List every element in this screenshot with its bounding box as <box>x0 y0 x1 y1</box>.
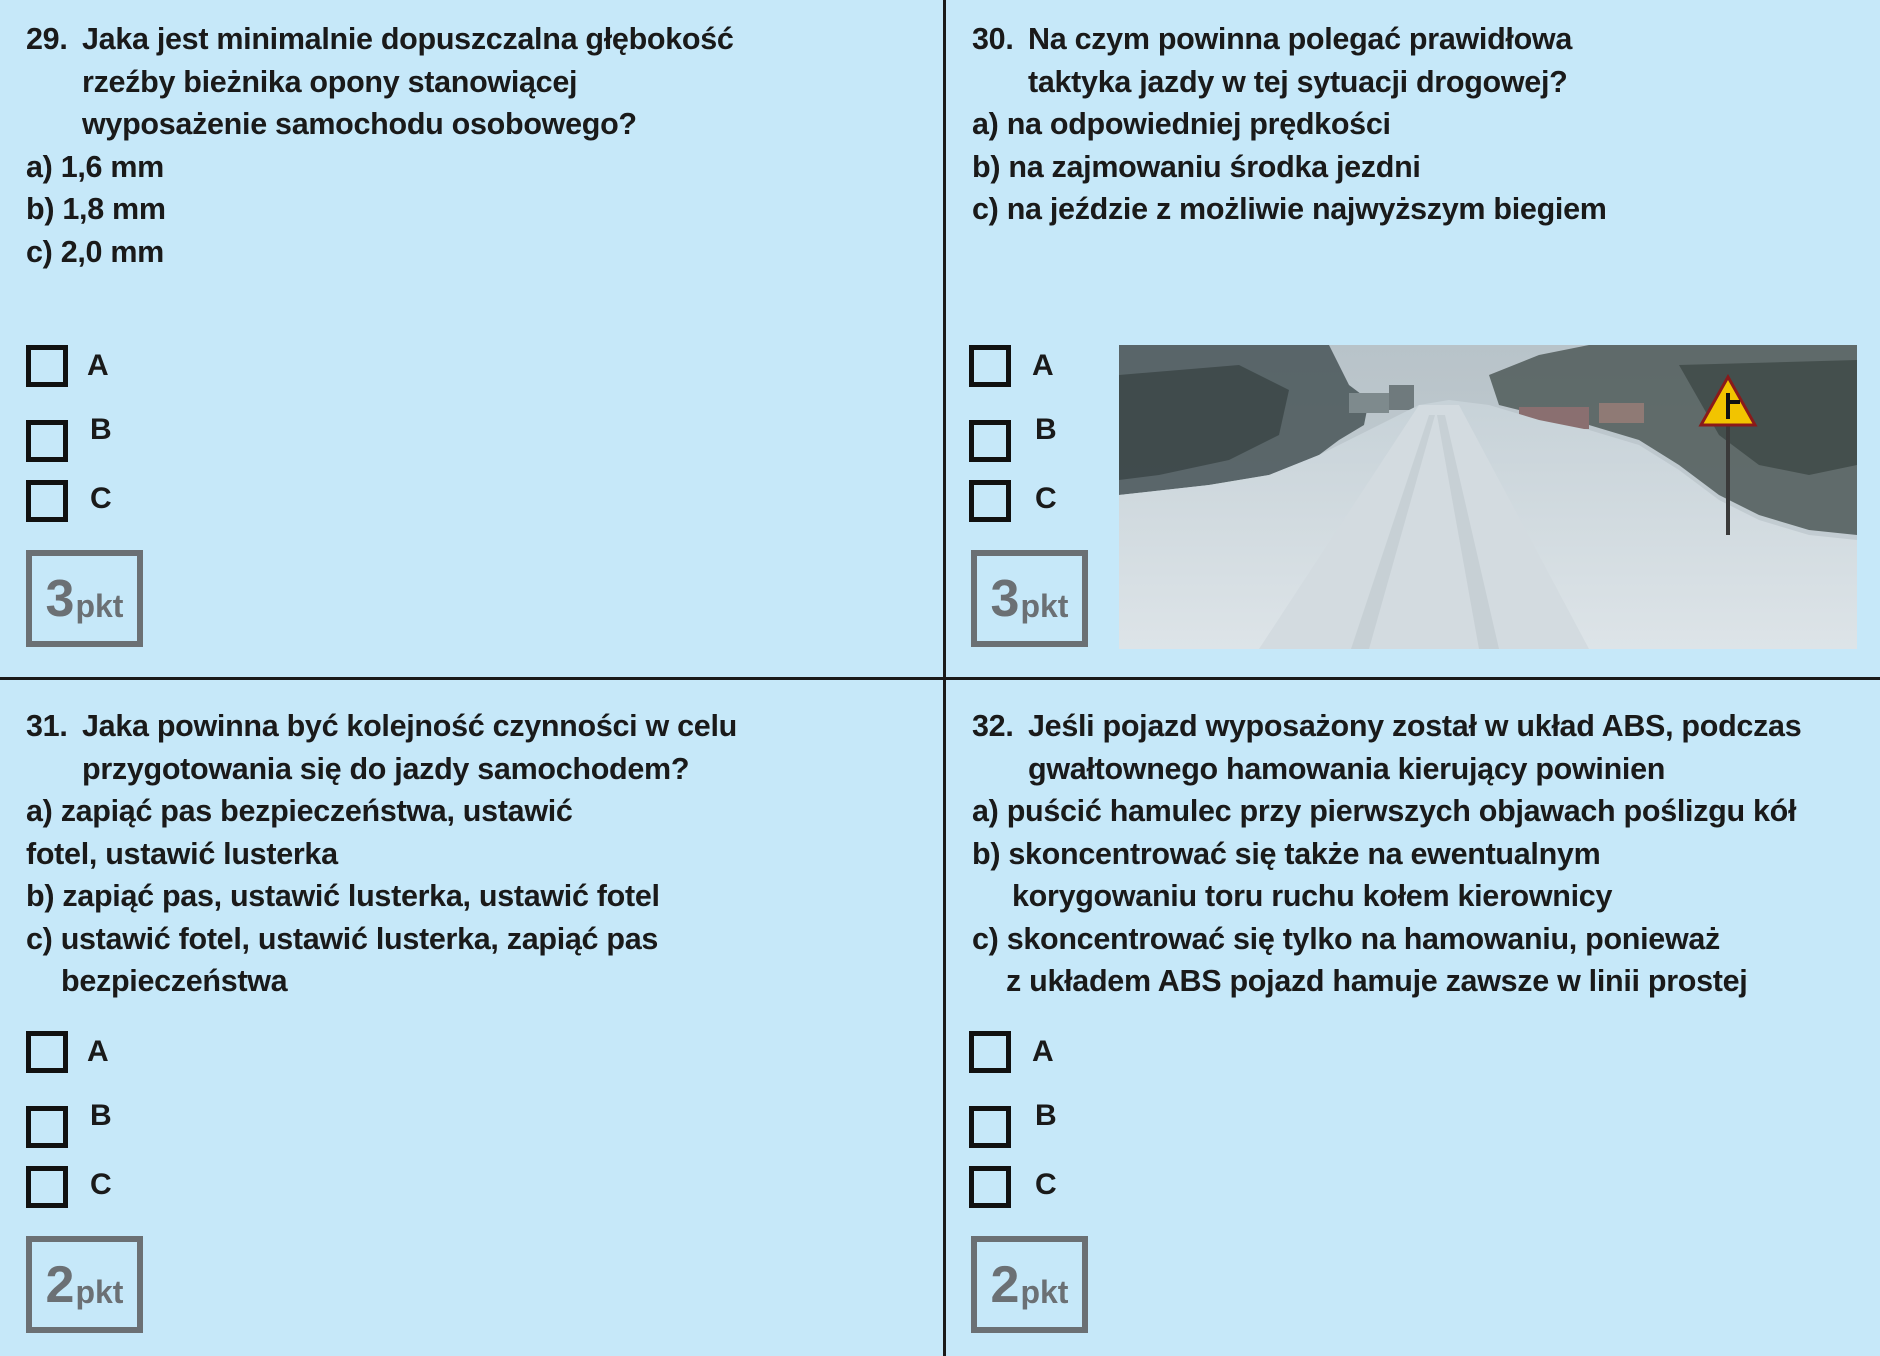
checkbox-q30-b[interactable] <box>969 420 1011 462</box>
question-line: przygotowania się do jazdy samochodem? <box>82 751 690 786</box>
checkbox-q30-a[interactable] <box>969 345 1011 387</box>
question-number: 30. <box>972 22 1014 56</box>
question-line: rzeźby bieżnika opony stanowiącej <box>82 64 578 99</box>
option-label: A <box>87 1035 109 1068</box>
road-situation-photo <box>1119 345 1857 649</box>
points-unit: pkt <box>1020 587 1069 624</box>
points-unit: pkt <box>75 1273 124 1310</box>
question-line: Jaka jest minimalnie dopuszczalna głębokość <box>82 22 734 56</box>
question-line: Jeśli pojazd wyposażony został w układ ABS, podczas <box>1028 709 1802 743</box>
option-label: A <box>1032 349 1054 382</box>
question-number: 32. <box>972 709 1014 743</box>
question-number: 29. <box>26 22 68 56</box>
option-label: C <box>90 482 112 515</box>
answer-a: a) puścić hamulec przy pierwszych objawach poślizgu kół <box>972 794 1797 828</box>
answer-b: b) 1,8 mm <box>26 192 166 226</box>
checkbox-q30-c[interactable] <box>969 480 1011 522</box>
points-value: 3 <box>990 569 1020 628</box>
answer-a: a) zapiąć pas bezpieczeństwa, ustawić <box>26 794 573 828</box>
answer-b-cont: korygowaniu toru ruchu kołem kierownicy <box>1012 879 1613 913</box>
points-badge <box>26 1236 143 1333</box>
question-number: 31. <box>26 709 68 743</box>
question-line: gwałtownego hamowania kierujący powinien <box>1028 751 1666 786</box>
question-32 <box>972 705 1801 1003</box>
checkbox-q29-c[interactable] <box>26 480 68 522</box>
points-badge <box>26 550 143 647</box>
points-value: 2 <box>45 1255 75 1314</box>
horizontal-divider <box>0 677 1880 680</box>
option-label: B <box>1035 413 1057 446</box>
checkbox-q29-b[interactable] <box>26 420 68 462</box>
points-value: 3 <box>45 569 75 628</box>
checkbox-q31-c[interactable] <box>26 1166 68 1208</box>
question-29-prompt <box>26 18 734 146</box>
option-label: B <box>90 413 112 446</box>
option-label: A <box>1032 1035 1054 1068</box>
question-line: Na czym powinna polegać prawidłowa <box>1028 22 1572 56</box>
points-value: 2 <box>990 1255 1020 1314</box>
points-badge <box>971 1236 1088 1333</box>
checkbox-q31-b[interactable] <box>26 1106 68 1148</box>
checkbox-q32-c[interactable] <box>969 1166 1011 1208</box>
option-label: C <box>1035 482 1057 515</box>
option-label: B <box>1035 1099 1057 1132</box>
checkbox-q31-a[interactable] <box>26 1031 68 1073</box>
answer-c-cont: z układem ABS pojazd hamuje zawsze w linii prostej <box>1006 964 1748 998</box>
question-30-prompt <box>972 18 1607 103</box>
question-29 <box>26 18 734 273</box>
question-32-prompt <box>972 705 1801 790</box>
answer-c: c) 2,0 mm <box>26 234 165 269</box>
option-label: C <box>90 1168 112 1201</box>
points-unit: pkt <box>75 587 124 624</box>
checkbox-q32-a[interactable] <box>969 1031 1011 1073</box>
question-line: Jaka powinna być kolejność czynności w celu <box>82 709 737 743</box>
checkbox-q29-a[interactable] <box>26 345 68 387</box>
answer-c: c) ustawić fotel, ustawić lusterka, zapiąć pas <box>26 921 659 956</box>
answer-b: b) zapiąć pas, ustawić lusterka, ustawić fotel <box>26 879 660 913</box>
answer-c: c) skoncentrować się tylko na hamowaniu, ponieważ <box>972 921 1720 956</box>
question-31-prompt <box>26 705 737 790</box>
answer-c-cont: bezpieczeństwa <box>61 964 288 998</box>
option-label: A <box>87 349 109 382</box>
answer-a-cont: fotel, ustawić lusterka <box>26 836 338 871</box>
question-line: wyposażenie samochodu osobowego? <box>82 107 637 141</box>
answer-b: b) skoncentrować się także na ewentualnym <box>972 836 1601 871</box>
answer-b: b) na zajmowaniu środka jezdni <box>972 149 1421 184</box>
answer-a: a) na odpowiedniej prędkości <box>972 107 1391 141</box>
answer-c: c) na jeździe z możliwie najwyższym biegiem <box>972 192 1607 226</box>
points-badge <box>971 550 1088 647</box>
option-label: B <box>90 1099 112 1132</box>
question-line: taktyka jazdy w tej sytuacji drogowej? <box>1028 64 1568 99</box>
question-31 <box>26 705 737 1003</box>
option-label: C <box>1035 1168 1057 1201</box>
points-unit: pkt <box>1020 1273 1069 1310</box>
question-30 <box>972 18 1607 231</box>
checkbox-q32-b[interactable] <box>969 1106 1011 1148</box>
answer-a: a) 1,6 mm <box>26 149 165 184</box>
